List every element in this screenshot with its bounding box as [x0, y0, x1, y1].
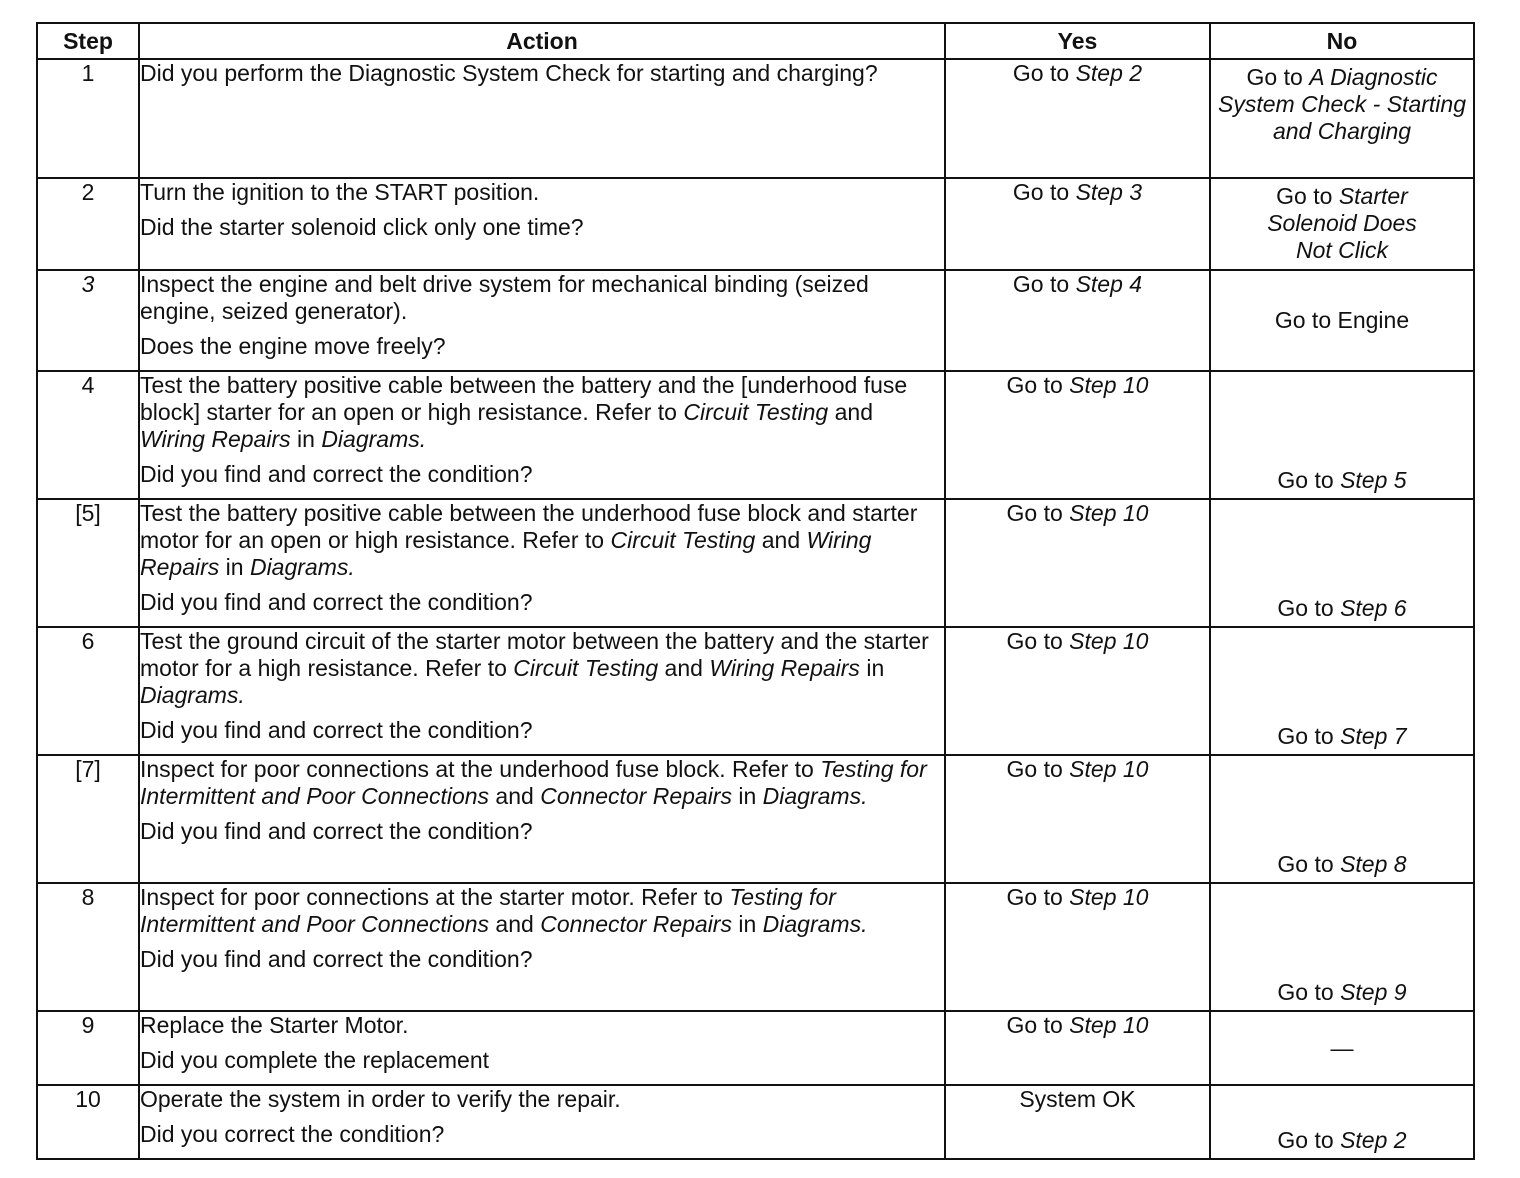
table-row [37, 178, 1474, 270]
header-row [37, 23, 1474, 59]
no-cell: Go to Starter Solenoid Does Not Click [1210, 178, 1474, 270]
no-cell: Go to Step 8 [1210, 755, 1474, 883]
header-step: Step [37, 23, 139, 59]
yes-cell: Go to Step 2 [945, 59, 1210, 178]
step-number: 3 [37, 270, 139, 371]
step-number: [5] [37, 499, 139, 627]
no-cell: — [1210, 1011, 1474, 1085]
action-question: Did you complete the replacement [140, 1047, 490, 1073]
no-cell: Go to A Diagnostic System Check - Starting and Charging [1210, 59, 1474, 178]
action-text: Operate the system in order to verify the repair. [140, 1086, 621, 1112]
no-cell: Go to Step 2 [1210, 1085, 1474, 1159]
step-number: 4 [37, 371, 139, 499]
yes-cell: Go to Step 10 [945, 755, 1210, 883]
table-row [37, 1085, 1474, 1159]
action-cell [139, 270, 945, 371]
action-text: Inspect the engine and belt drive system for mechanical binding (seized engine, seized generator). [140, 271, 869, 324]
action-cell [139, 499, 945, 627]
action-question: Does the engine move freely? [140, 333, 446, 359]
header-action: Action [139, 23, 945, 59]
table-row [37, 883, 1474, 1011]
action-question: Did you find and correct the condition? [140, 946, 533, 972]
action-text: Turn the ignition to the START position. [140, 179, 540, 205]
table-row [37, 270, 1474, 371]
action-question: Did you find and correct the condition? [140, 589, 533, 615]
no-cell: Go to Step 5 [1210, 371, 1474, 499]
action-question: Did you find and correct the condition? [140, 461, 533, 487]
header-yes: Yes [945, 23, 1210, 59]
table-row [37, 755, 1474, 883]
yes-cell: Go to Step 10 [945, 371, 1210, 499]
no-cell: Go to Step 9 [1210, 883, 1474, 1011]
action-cell [139, 755, 945, 883]
yes-cell: Go to Step 10 [945, 499, 1210, 627]
action-cell [139, 1011, 945, 1085]
table-row [37, 499, 1474, 627]
action-text: Replace the Starter Motor. [140, 1012, 409, 1038]
table-row [37, 1011, 1474, 1085]
no-cell: Go to Step 7 [1210, 627, 1474, 755]
yes-cell: Go to Step 10 [945, 1011, 1210, 1085]
action-text: Did you perform the Diagnostic System Check for starting and charging? [140, 60, 878, 86]
action-question: Did you correct the condition? [140, 1121, 445, 1147]
step-number: 8 [37, 883, 139, 1011]
action-text: Test the ground circuit of the starter motor between the battery and the starter motor for a high resistance. Refer to Circuit Testing and Wiring Repairs in Diagrams. [140, 628, 929, 708]
action-cell [139, 627, 945, 755]
action-question: Did you find and correct the condition? [140, 818, 533, 844]
table-row [37, 59, 1474, 178]
action-text: Inspect for poor connections at the underhood fuse block. Refer to Testing for Intermittent and Poor Connections and Connector Repairs in Diagrams. [140, 756, 927, 809]
action-question: Did the starter solenoid click only one time? [140, 214, 584, 240]
action-cell [139, 883, 945, 1011]
action-text: Test the battery positive cable between the battery and the [underhood fuse block] starter for an open or high resistance. Refer to Circuit Testing and Wiring Repairs in Diagrams. [140, 372, 908, 452]
yes-cell: Go to Step 4 [945, 270, 1210, 371]
step-number: 2 [37, 178, 139, 270]
action-text: Inspect for poor connections at the starter motor. Refer to Testing for Intermittent and Poor Connections and Connector Repairs in Diagrams. [140, 884, 868, 937]
no-cell: Go to Engine [1210, 270, 1474, 371]
action-text: Test the battery positive cable between the underhood fuse block and starter motor for an open or high resistance. Refer to Circuit Testing and Wiring Repairs in Diagrams. [140, 500, 918, 580]
action-cell [139, 178, 945, 270]
diagnostic-table [36, 22, 1475, 1160]
action-cell [139, 59, 945, 178]
table-row [37, 627, 1474, 755]
step-number: 6 [37, 627, 139, 755]
table-row [37, 371, 1474, 499]
action-question: Did you find and correct the condition? [140, 717, 533, 743]
no-cell: Go to Step 6 [1210, 499, 1474, 627]
step-number: 10 [37, 1085, 139, 1159]
header-no: No [1210, 23, 1474, 59]
action-cell [139, 371, 945, 499]
yes-cell: Go to Step 3 [945, 178, 1210, 270]
yes-cell: Go to Step 10 [945, 883, 1210, 1011]
yes-cell: System OK [945, 1085, 1210, 1159]
step-number: [7] [37, 755, 139, 883]
step-number: 1 [37, 59, 139, 178]
action-cell [139, 1085, 945, 1159]
yes-cell: Go to Step 10 [945, 627, 1210, 755]
step-number: 9 [37, 1011, 139, 1085]
